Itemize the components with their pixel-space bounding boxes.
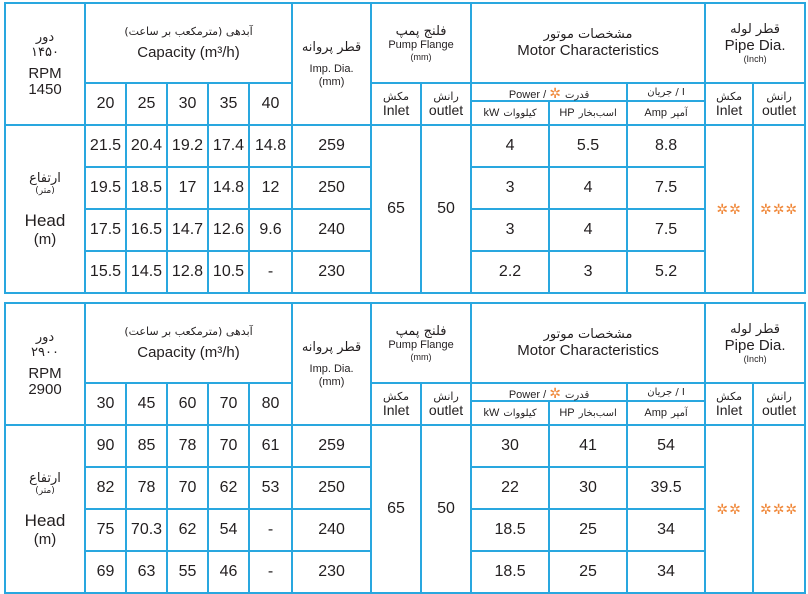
kw-value: 18.5 bbox=[471, 551, 549, 593]
flange-outlet-value: 50 bbox=[421, 125, 471, 293]
impeller-value: 240 bbox=[292, 209, 371, 251]
kw-value: 2.2 bbox=[471, 251, 549, 293]
head-value: 70 bbox=[208, 425, 249, 467]
amp-value: 39.5 bbox=[627, 467, 705, 509]
power-label: Power bbox=[508, 89, 540, 101]
head-value: - bbox=[249, 251, 292, 293]
kw-value: 22 bbox=[471, 467, 549, 509]
head-label: ارتفاع (متر) Head (m) bbox=[5, 425, 85, 593]
head-value: 14.5 bbox=[126, 251, 167, 293]
star-icon: ✲ bbox=[549, 85, 562, 101]
head-value: 17.5 bbox=[85, 209, 126, 251]
capacity-value: 60 bbox=[167, 383, 208, 425]
head-value: 82 bbox=[85, 467, 126, 509]
amp-value: 34 bbox=[627, 551, 705, 593]
pipe-outlet-star-icon: ✲✲✲ bbox=[753, 425, 805, 593]
head-value: 78 bbox=[126, 467, 167, 509]
flange-header: فلنج پمپ Pump Flange (mm) bbox=[371, 303, 471, 383]
head-value: 16.5 bbox=[126, 209, 167, 251]
impeller-header: قطر پروانه Imp. Dia. (mm) bbox=[292, 303, 371, 425]
head-value: 85 bbox=[126, 425, 167, 467]
head-value: 70 bbox=[167, 467, 208, 509]
head-label: ارتفاع (متر) Head (m) bbox=[5, 125, 85, 293]
head-value: 54 bbox=[208, 509, 249, 551]
impeller-value: 259 bbox=[292, 425, 371, 467]
pipe-inlet-header: مکش Inlet bbox=[705, 383, 753, 425]
pipe-inlet-star-icon: ✲✲ bbox=[705, 425, 753, 593]
kw-value: 3 bbox=[471, 167, 549, 209]
table-row bbox=[5, 125, 805, 167]
capacity-value: 30 bbox=[85, 383, 126, 425]
head-value: 12 bbox=[249, 167, 292, 209]
impeller-header: قطر پروانه Imp. Dia. (mm) bbox=[292, 3, 371, 125]
current-header: جریان / I Amp آمپر bbox=[627, 383, 705, 425]
hp-value: 4 bbox=[549, 209, 627, 251]
kw-unit: kW bbox=[483, 106, 500, 119]
pipe-outlet-header: رانش outlet bbox=[753, 383, 805, 425]
capacity-value: 35 bbox=[208, 83, 249, 125]
capacity-value: 70 bbox=[208, 383, 249, 425]
impeller-value: 230 bbox=[292, 551, 371, 593]
hp-value: 30 bbox=[549, 467, 627, 509]
capacity-value: 20 bbox=[85, 83, 126, 125]
head-value: 14.8 bbox=[249, 125, 292, 167]
power-header: Power / ✲ قدرت kW کیلووات HP اسب‌بخار bbox=[471, 383, 627, 425]
star-icon: ✲ bbox=[549, 385, 562, 401]
head-value: 10.5 bbox=[208, 251, 249, 293]
rpm-header: دور ۱۴۵۰ RPM 1450 bbox=[5, 3, 85, 125]
flange-inlet-header: مکش Inlet bbox=[371, 83, 421, 125]
head-value: 19.5 bbox=[85, 167, 126, 209]
flange-inlet-value: 65 bbox=[371, 425, 421, 593]
head-value: 62 bbox=[167, 509, 208, 551]
capacity-value: 40 bbox=[249, 83, 292, 125]
power-header: Power / ✲ قدرت kW کیلووات HP اسب‌بخار bbox=[471, 83, 627, 125]
capacity-value: 30 bbox=[167, 83, 208, 125]
motor-header: مشخصات موتور Motor Characteristics bbox=[471, 3, 705, 83]
head-value: 12.8 bbox=[167, 251, 208, 293]
table-row bbox=[5, 425, 805, 467]
pump-table-2900 bbox=[4, 302, 806, 594]
pipe-header: قطر لوله Pipe Dia. (Inch) bbox=[705, 3, 805, 83]
impeller-value: 259 bbox=[292, 125, 371, 167]
amp-value: 8.8 bbox=[627, 125, 705, 167]
head-value: 69 bbox=[85, 551, 126, 593]
pipe-inlet-header: مکش Inlet bbox=[705, 83, 753, 125]
flange-inlet-header: مکش Inlet bbox=[371, 383, 421, 425]
motor-header: مشخصات موتور Motor Characteristics bbox=[471, 303, 705, 383]
hp-value: 41 bbox=[549, 425, 627, 467]
impeller-value: 250 bbox=[292, 167, 371, 209]
head-value: 70.3 bbox=[126, 509, 167, 551]
head-value: 63 bbox=[126, 551, 167, 593]
amp-unit: Amp bbox=[644, 406, 668, 419]
head-value: 20.4 bbox=[126, 125, 167, 167]
rpm-header: دور ۲۹۰۰ RPM 2900 bbox=[5, 303, 85, 425]
capacity-value: 25 bbox=[126, 83, 167, 125]
head-value: - bbox=[249, 509, 292, 551]
head-value: 78 bbox=[167, 425, 208, 467]
amp-unit: Amp bbox=[644, 106, 668, 119]
pipe-inlet-star-icon: ✲✲ bbox=[705, 125, 753, 293]
head-value: 12.6 bbox=[208, 209, 249, 251]
amp-value: 34 bbox=[627, 509, 705, 551]
flange-inlet-value: 65 bbox=[371, 125, 421, 293]
power-label: Power bbox=[508, 389, 540, 401]
head-value: 9.6 bbox=[249, 209, 292, 251]
head-value: 14.7 bbox=[167, 209, 208, 251]
head-value: 15.5 bbox=[85, 251, 126, 293]
kw-value: 18.5 bbox=[471, 509, 549, 551]
head-value: 62 bbox=[208, 467, 249, 509]
head-value: 46 bbox=[208, 551, 249, 593]
pipe-outlet-star-icon: ✲✲✲ bbox=[753, 125, 805, 293]
kw-value: 4 bbox=[471, 125, 549, 167]
capacity-value: 80 bbox=[249, 383, 292, 425]
head-value: 55 bbox=[167, 551, 208, 593]
impeller-value: 250 bbox=[292, 467, 371, 509]
flange-header: فلنج پمپ Pump Flange (mm) bbox=[371, 3, 471, 83]
head-value: 18.5 bbox=[126, 167, 167, 209]
pipe-outlet-header: رانش outlet bbox=[753, 83, 805, 125]
head-value: 19.2 bbox=[167, 125, 208, 167]
head-value: 90 bbox=[85, 425, 126, 467]
flange-outlet-header: رانش outlet bbox=[421, 383, 471, 425]
head-value: 14.8 bbox=[208, 167, 249, 209]
impeller-value: 230 bbox=[292, 251, 371, 293]
head-value: 21.5 bbox=[85, 125, 126, 167]
head-value: - bbox=[249, 551, 292, 593]
head-value: 61 bbox=[249, 425, 292, 467]
amp-value: 7.5 bbox=[627, 209, 705, 251]
amp-value: 54 bbox=[627, 425, 705, 467]
capacity-header: آبدهی (مترمکعب بر ساعت) Capacity (m³/h) bbox=[85, 303, 292, 383]
impeller-value: 240 bbox=[292, 509, 371, 551]
capacity-header: آبدهی (مترمکعب بر ساعت) Capacity (m³/h) bbox=[85, 3, 292, 83]
flange-outlet-header: رانش outlet bbox=[421, 83, 471, 125]
kw-value: 3 bbox=[471, 209, 549, 251]
head-value: 17 bbox=[167, 167, 208, 209]
hp-value: 25 bbox=[549, 551, 627, 593]
pipe-header: قطر لوله Pipe Dia. (Inch) bbox=[705, 303, 805, 383]
hp-value: 5.5 bbox=[549, 125, 627, 167]
amp-value: 5.2 bbox=[627, 251, 705, 293]
flange-outlet-value: 50 bbox=[421, 425, 471, 593]
kw-value: 30 bbox=[471, 425, 549, 467]
head-value: 17.4 bbox=[208, 125, 249, 167]
amp-value: 7.5 bbox=[627, 167, 705, 209]
hp-unit: HP bbox=[559, 406, 575, 419]
capacity-value: 45 bbox=[126, 383, 167, 425]
head-value: 53 bbox=[249, 467, 292, 509]
hp-value: 4 bbox=[549, 167, 627, 209]
kw-unit: kW bbox=[483, 406, 500, 419]
pump-table-1450 bbox=[4, 2, 806, 294]
hp-unit: HP bbox=[559, 106, 575, 119]
current-header: جریان / I Amp آمپر bbox=[627, 83, 705, 125]
hp-value: 25 bbox=[549, 509, 627, 551]
hp-value: 3 bbox=[549, 251, 627, 293]
head-value: 75 bbox=[85, 509, 126, 551]
